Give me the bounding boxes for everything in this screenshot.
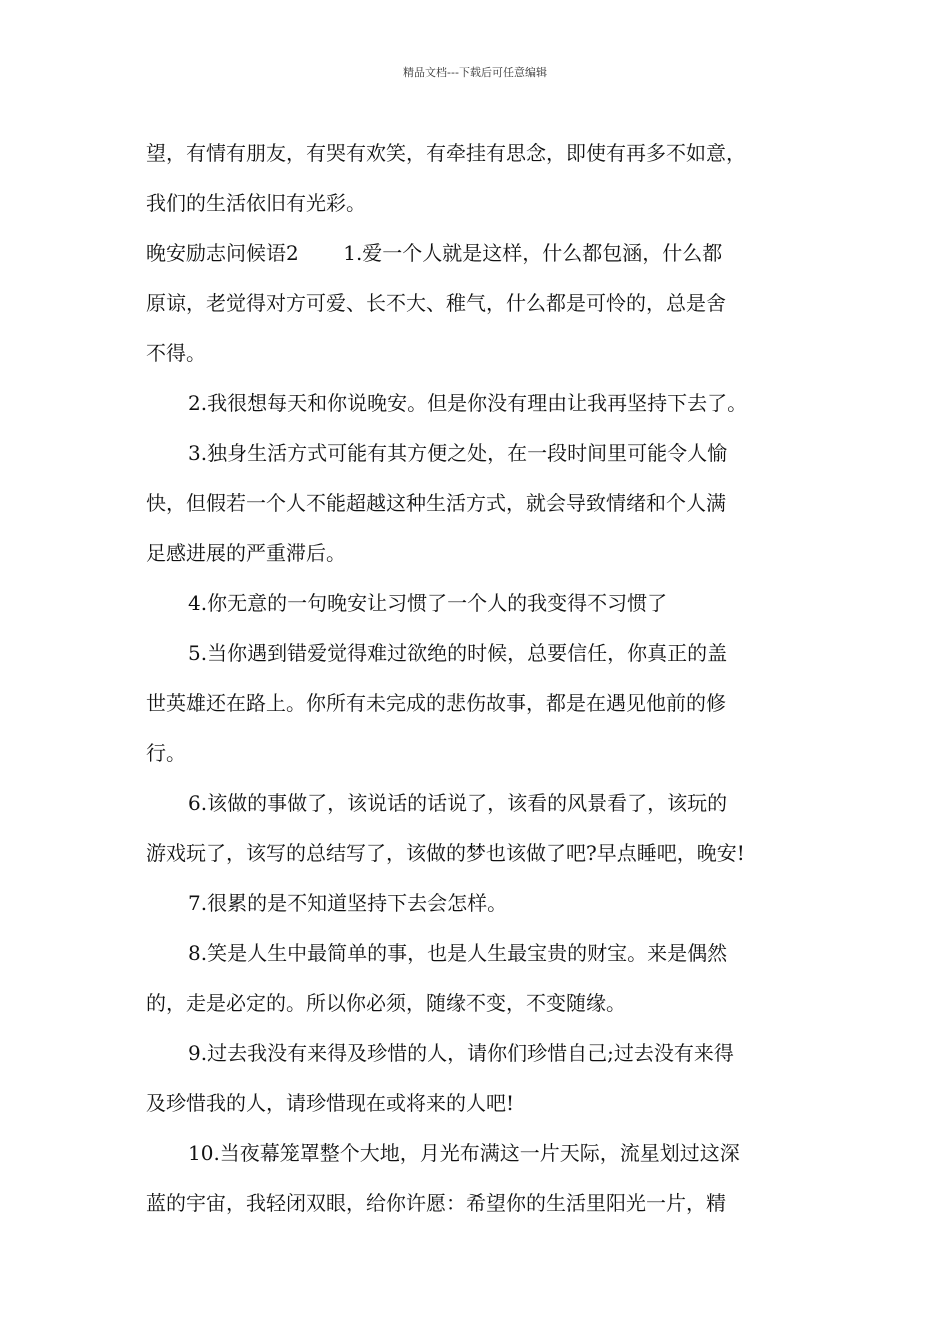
text-line: 不得。 [146,341,206,365]
text-line: 原谅，老觉得对方可爱、长不大、稚气，什么都是可怜的，总是舍 [146,291,726,315]
text-line: 8.笑是人生中最简单的事，也是人生最宝贵的财宝。来是偶然 [188,941,728,965]
text-line: 2.我很想每天和你说晚安。但是你没有理由让我再坚持下去了。 [188,391,748,415]
text-line: 的，走是必定的。所以你必须，随缘不变，不变随缘。 [146,991,626,1015]
text-line: 及珍惜我的人，请珍惜现在或将来的人吧! [146,1091,515,1115]
text-line: 望，有情有朋友，有哭有欢笑，有牵挂有思念，即使有再多不如意， [146,141,746,165]
text-line: 我们的生活依旧有光彩。 [146,191,366,215]
text-line: 9.过去我没有来得及珍惜的人，请你们珍惜自己;过去没有来得 [188,1041,734,1065]
text-line: 10.当夜幕笼罩整个大地，月光布满这一片天际，流星划过这深 [188,1141,740,1165]
text-line: 行。 [146,741,186,765]
text-line: 4.你无意的一句晚安让习惯了一个人的我变得不习惯了 [188,591,668,615]
text-line: 5.当你遇到错爱觉得难过欲绝的时候，总要信任，你真正的盖 [188,641,728,665]
text-line: 游戏玩了，该写的总结写了，该做的梦也该做了吧?早点睡吧，晚安! [146,841,745,865]
text-line: 6.该做的事做了，该说话的话说了，该看的风景看了，该玩的 [188,791,728,815]
text-line: 3.独身生活方式可能有其方便之处，在一段时间里可能令人愉 [188,441,728,465]
text-line: 蓝的宇宙，我轻闭双眼，给你许愿：希望你的生活里阳光一片，精 [146,1191,726,1215]
text-line: 7.很累的是不知道坚持下去会怎样。 [188,891,508,915]
page-header: 精品文档---下载后可任意编辑 [403,66,547,79]
text-line: 快，但假若一个人不能超越这种生活方式，就会导致情绪和个人满 [146,491,726,515]
text-line: 足感进展的严重滞后。 [146,541,346,565]
document-body [146,128,816,1228]
text-line: 世英雄还在路上。你所有未完成的悲伤故事，都是在遇见他前的修 [146,691,726,715]
text-line: 晚安励志问候语2 1.爱一个人就是这样，什么都包涵，什么都 [146,241,723,265]
